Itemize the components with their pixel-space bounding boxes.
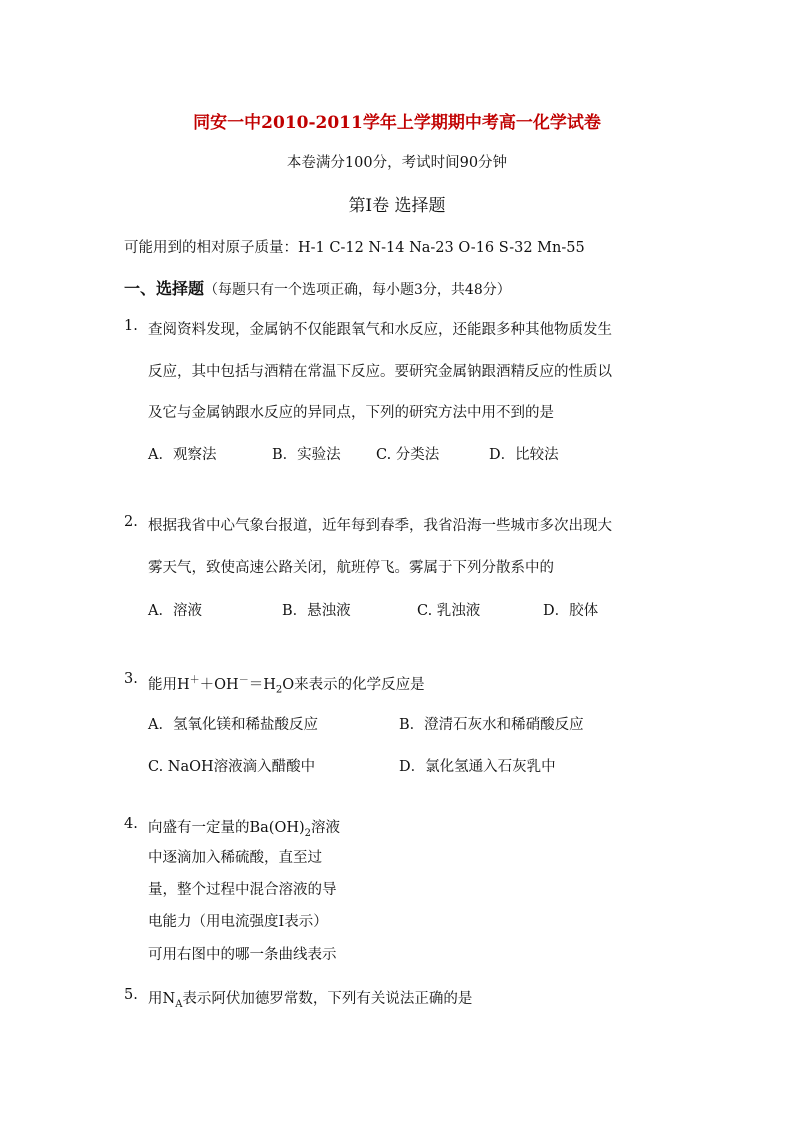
question-3-sub-2: 2 [275,684,283,696]
question-3-sup-plus: ＋ [189,675,200,686]
question-1-option-b: B．实验法 [272,447,341,463]
question-1-option-c: C. 分类法 [376,447,440,463]
question-1-line: 查阅资料发现，金属钠不仅能跟氧气和水反应，还能跟多种其他物质发生 [148,322,612,338]
question-1-option-a: A．观察法 [148,447,217,463]
question-5-sub-a: A [175,998,183,1010]
question-1-line: 反应，其中包括与酒精在常温下反应。要研究金属钠跟酒精反应的性质以 [148,364,612,380]
exam-subtitle: 本卷满分100分，考试时间90分钟 [286,155,508,171]
question-4-number: 4. [124,816,138,832]
question-4-stem-prefix: 向盛有一定量的Ba(OH) [148,820,305,836]
question-1-number: 1. [124,318,138,334]
question-4-sub-2: 2 [304,827,312,839]
section-heading-block [124,276,511,299]
question-3-option-d: D．氯化氢通入石灰乳中 [399,759,556,775]
question-2-number: 2. [124,514,138,530]
question-4-line: 量，整个过程中混合溶液的导 [148,882,337,898]
question-3-option-a: A．氢氧化镁和稀盐酸反应 [148,717,318,733]
question-3-option-c: C. NaOH溶液滴入醋酸中 [148,759,316,775]
question-5-stem [148,987,472,1010]
question-3-option-b: B．澄清石灰水和稀硝酸反应 [399,717,584,733]
exam-title: 同安一中2010-2011学年上学期期中考高一化学试卷 [193,113,601,133]
question-2-line: 根据我省中心气象台报道，近年每到春季，我省沿海一些城市多次出现大 [148,518,612,534]
question-3-stem-prefix: 能用H [148,676,190,693]
question-4-line: 中逐滴加入稀硫酸，直至过 [148,850,322,866]
part-title: 第Ⅰ卷 选择题 [348,196,446,216]
question-4-stem [148,816,340,839]
atomic-masses: 可能用到的相对原子质量：H-1 C-12 N-14 Na-23 O-16 S-32 Mn-55 [124,240,585,256]
question-2-option-a: A．溶液 [148,603,202,619]
question-2-option-b: B．悬浊液 [282,603,351,619]
section-heading: 一、选择题 [124,279,205,298]
section-note: （每题只有一个选项正确，每小题3分，共48分） [204,282,511,298]
question-4-stem-suffix: 溶液 [311,820,341,836]
question-3-number: 3. [124,671,138,687]
question-5-number: 5. [124,987,138,1003]
question-2-option-d: D．胶体 [543,603,599,619]
question-2-line: 雾天气，致使高速公路关闭，航班停飞。雾属于下列分散系中的 [148,560,554,576]
question-3-sup-minus: － [238,675,249,686]
question-5-stem-prefix: 用N [148,991,176,1007]
question-3-equals: ＝H [248,676,276,693]
question-3-stem-suffix: O来表示的化学反应是 [282,676,425,693]
question-3-stem [148,671,425,696]
question-3-plus-oh: ＋OH [199,676,239,693]
question-1-line: 及它与金属钠跟水反应的异同点，下列的研究方法中用不到的是 [148,405,554,421]
question-5-stem-suffix: 表示阿伏加德罗常数，下列有关说法正确的是 [182,991,473,1007]
question-4-line: 电能力（用电流强度I表示） [148,914,328,930]
question-1-option-d: D．比较法 [489,447,559,463]
question-2-option-c: C. 乳浊液 [417,603,481,619]
question-4-line: 可用右图中的哪一条曲线表示 [148,947,337,963]
